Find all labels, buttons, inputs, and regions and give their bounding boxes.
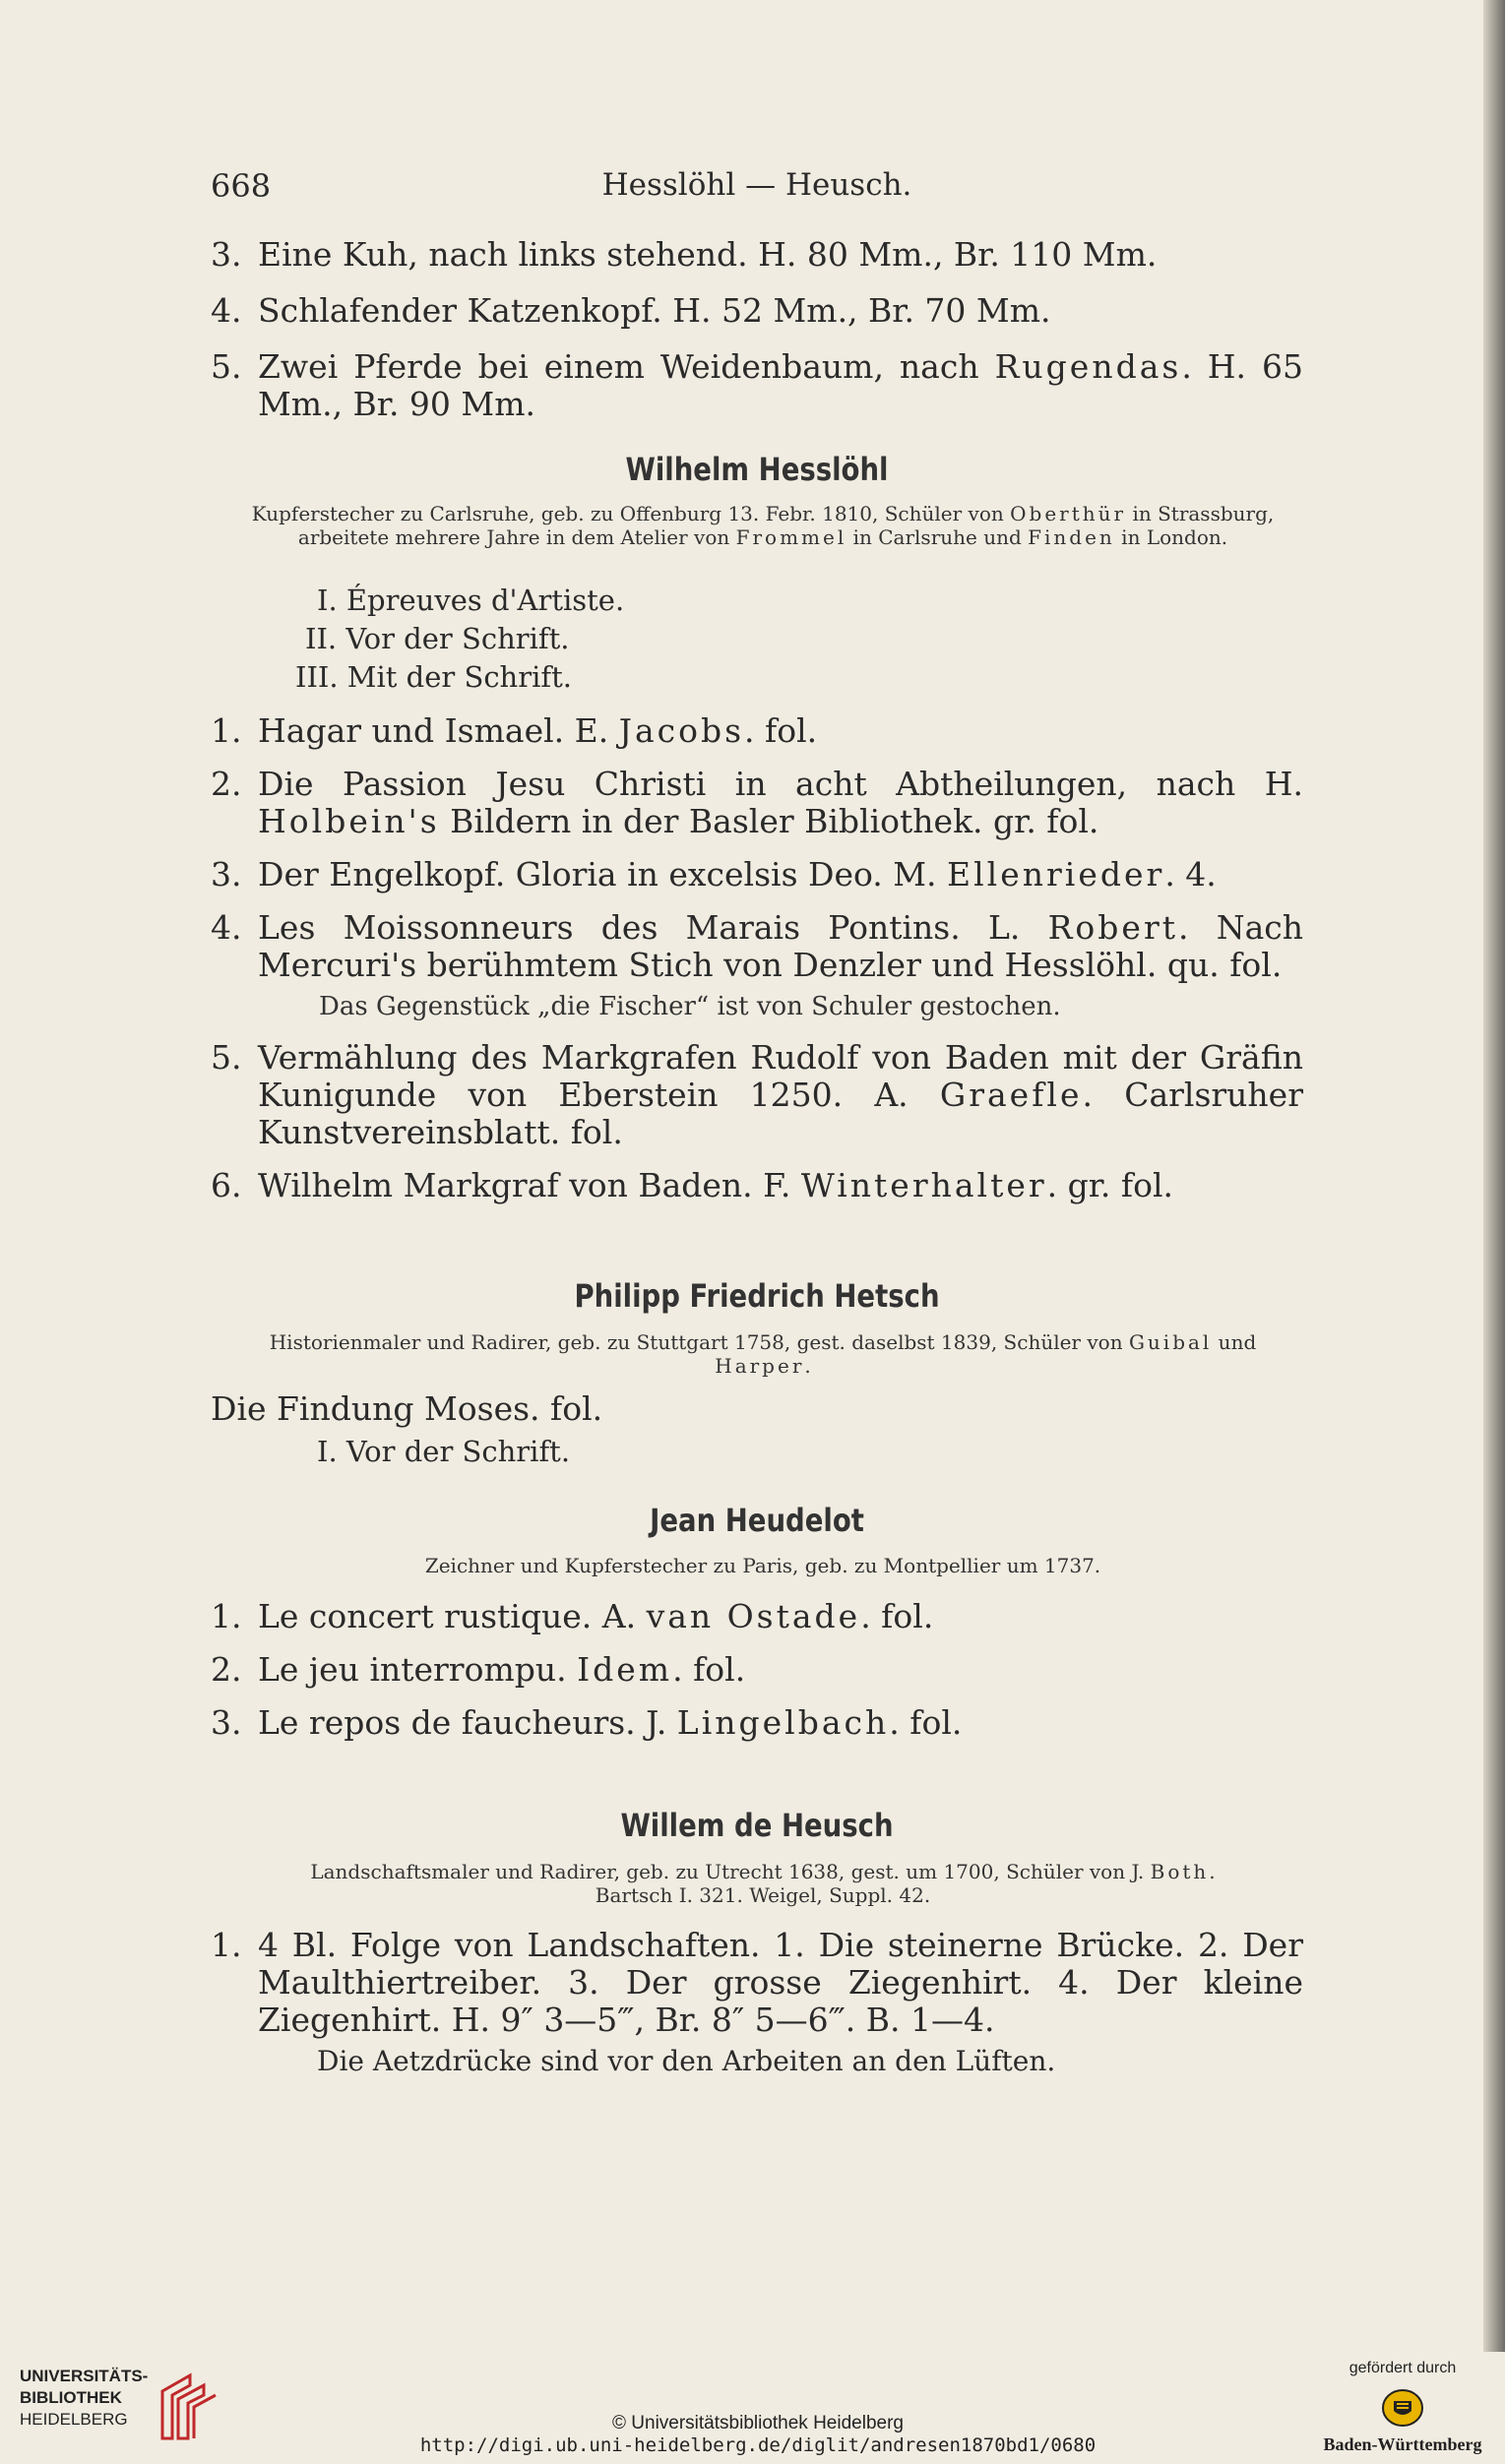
list-item: 5. Zwei Pferde bei einem Weidenbaum, nach Rugendas. H. 65 Mm., Br. 90 Mm. — [211, 347, 1304, 423]
state-coat-of-arms-icon — [1380, 2385, 1425, 2431]
artist-bio-hessloehl: Kupferstecher zu Carlsruhe, geb. zu Offenburg 13. Febr. 1810, Schüler von Oberthür in Strassburg, arbeitete mehrere Jahre in dem Atelier von Frommel in Carlsruhe und Finden in London. — [251, 502, 1275, 549]
list-item: 5. Vermählung des Markgrafen Rudolf von Baden mit der Gräfin Kunigunde von Eberstein 1250. A. Graefle. Carlsruher Kunstvereinsblatt. fol. — [211, 1038, 1303, 1151]
artist-heading-hessloehl: Wilhelm Hesslöhl — [625, 451, 889, 488]
library-mark-icon — [153, 2370, 221, 2442]
sponsor-block — [1319, 2360, 1486, 2455]
artist-heading-hetsch: Philipp Friedrich Hetsch — [574, 1277, 940, 1315]
artist-heading-heusch: Willem de Heusch — [620, 1807, 894, 1844]
heusch-note: Die Aetzdrücke sind vor den Arbeiten an den Lüften. — [317, 2045, 1056, 2077]
list-item: 1. Le concert rustique. A. van Ostade. fol. — [211, 1597, 934, 1635]
item-note: Das Gegenstück „die Fischer“ ist von Schuler gestochen. — [319, 992, 1061, 1021]
copyright-notice: © Universitätsbibliothek Heidelberg — [612, 2413, 904, 2433]
footer-credits — [413, 2413, 1102, 2456]
list-item: 4. Les Moissonneurs des Marais Pontins. L. Robert. Nach Mercuri's berühmtem Stich von Denzler und Hesslöhl. qu. fol. — [211, 908, 1303, 984]
state-1: I. Épreuves d'Artiste. — [317, 584, 625, 617]
list-item: 3. Eine Kuh, nach links stehend. H. 80 Mm., Br. 110 Mm. — [211, 235, 1158, 274]
heusch-items — [211, 1927, 1303, 2080]
source-url-link[interactable]: http://digi.ub.uni-heidelberg.de/diglit/andresen1870bd1/0680 — [419, 2434, 1097, 2456]
state-2: II. Vor der Schrift. — [305, 622, 570, 655]
heudelot-items — [211, 1598, 1303, 1742]
artist-heading-heudelot: Jean Heudelot — [650, 1502, 864, 1539]
book-page-edge — [1483, 0, 1505, 2352]
page-number: 668 — [211, 167, 272, 205]
list-item: 3. Der Engelkopf. Gloria in excelsis Deo. M. Ellenrieder. 4. — [211, 855, 1217, 893]
top-items — [211, 236, 1303, 423]
heusch-bio-line-2: Bartsch I. 321. Weigel, Suppl. 42. — [595, 1883, 931, 1907]
running-head: Hesslöhl — Heusch. — [601, 167, 912, 203]
page-header — [211, 167, 1303, 207]
sponsor-name: Baden-Württemberg — [1323, 2434, 1482, 2454]
list-item: 6. Wilhelm Markgraf von Baden. F. Winterhalter. gr. fol. — [211, 1166, 1174, 1204]
artist-bio-heusch — [251, 1860, 1275, 1907]
hessloehl-items — [211, 712, 1303, 1204]
state-3: III. Mit der Schrift. — [295, 660, 572, 694]
list-item: 4. Schlafender Katzenkopf. H. 52 Mm., Br. 70 Mm. — [211, 291, 1051, 330]
list-item: 3. Le repos de faucheurs. J. Lingelbach. fol. — [211, 1703, 963, 1742]
hetsch-item: Die Findung Moses. fol. — [211, 1389, 603, 1428]
sponsor-label: gefördert durch — [1348, 2360, 1457, 2376]
list-item: 2. Le jeu interrompu. Idem. fol. — [211, 1650, 746, 1689]
library-logo[interactable]: UNIVERSITÄTS- BIBLIOTHEK HEIDELBERG — [20, 2366, 246, 2446]
heusch-bio-line-1: Landschaftsmaler und Radirer, geb. zu Utrecht 1638, gest. um 1700, Schüler von J. Both. — [310, 1860, 1216, 1883]
list-item: 1. Hagar und Ismael. E. Jacobs. fol. — [211, 711, 818, 750]
artist-bio-heudelot: Zeichner und Kupferstecher zu Paris, geb. zu Montpellier um 1737. — [424, 1554, 1101, 1577]
hetsch-state: I. Vor der Schrift. — [317, 1435, 571, 1468]
artist-bio-hetsch: Historienmaler und Radirer, geb. zu Stuttgart 1758, gest. daselbst 1839, Schüler von Guibal und Harper. — [269, 1330, 1257, 1378]
list-item: 2. Die Passion Jesu Christi in acht Abtheilungen, nach H. Holbein's Bildern in der Basler Bibliothek. gr. fol. — [211, 765, 1303, 840]
list-item: 1. 4 Bl. Folge von Landschaften. 1. Die steinerne Brücke. 2. Der Maulthiertreiber. 3. Der grosse Ziegenhirt. 4. Der kleine Ziegenhirt. H. 9″ 3—5‴, Br. 8″ 5—6‴. B. 1—4. — [211, 1926, 1303, 2039]
